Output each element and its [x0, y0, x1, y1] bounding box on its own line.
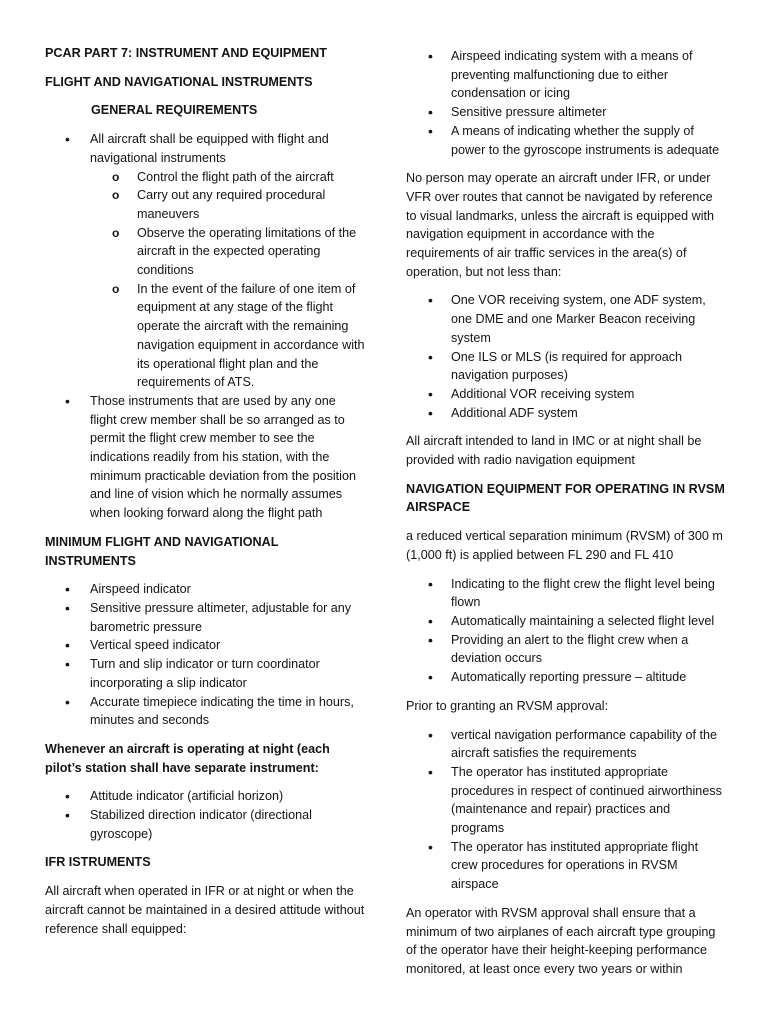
subsection-heading-general: GENERAL REQUIREMENTS	[91, 103, 258, 118]
vfr-paragraph: No person may operate an aircraft under IFR, or under VFR over routes that cannot be navigated by reference to visual landmarks, unless the aircraft is equipped with navigation equipment in accordance with the requirements of air traffic services in the area(s) of operation, but not less than:	[406, 171, 714, 279]
sub-list-item: o Observe the operating limitations of the aircraft in the expected operating conditions	[45, 224, 365, 280]
prior-paragraph: Prior to granting an RVSM approval:	[406, 698, 609, 713]
ifr-paragraph: All aircraft when operated in IFR or at night or when the aircraft cannot be maintained in a desired attitude without reference shall equipped:	[45, 884, 365, 936]
list-item: • One VOR receiving system, one ADF system, one DME and one Marker Beacon receiving system	[406, 291, 726, 347]
navigation-equipment-list	[406, 291, 726, 422]
list-item: • Those instruments that are used by any one flight crew member shall be so arranged as to permit the flight crew member to see the indications readily from his station, with the minimum practicable deviation from the position and line of vision which he normally assumes when looking forward along the flight path	[45, 392, 365, 523]
rvsm-list	[406, 575, 726, 687]
sub-list-item: o Carry out any required procedural maneuvers	[45, 186, 365, 223]
list-item: • All aircraft shall be equipped with flight and navigational instruments o Control the flight path of the aircraft o Carry out any required procedural maneuvers o Observe the operating limitations of the aircraft in the expected operating conditions o In the event of the failure of one item of equipment at any stage of the flight operate the aircraft with the remaining navigation equipment in accordance with its operational flight plan and the requirements of ATS.	[45, 130, 365, 392]
rvsm-approval-list	[406, 726, 726, 894]
list-item: • Airspeed indicator	[45, 580, 365, 599]
general-sub-list	[90, 168, 365, 392]
list-item: • Automatically maintaining a selected flight level	[406, 612, 726, 631]
list-item: • Vertical speed indicator	[45, 636, 365, 655]
document-title: PCAR PART 7: INSTRUMENT AND EQUIPMENT	[45, 46, 327, 60]
minimum-instruments-list	[45, 580, 365, 730]
list-item: • Accurate timepiece indicating the time in hours, minutes and seconds	[45, 693, 365, 730]
list-item: • Stabilized direction indicator (directional gyroscope)	[45, 806, 365, 843]
list-item: • A means of indicating whether the supply of power to the gyroscope instruments is adequate	[406, 122, 726, 159]
list-item: • The operator has instituted appropriate flight crew procedures for operations in RVSM airspace	[406, 838, 726, 894]
general-requirements-list	[45, 130, 365, 523]
list-item: • Sensitive pressure altimeter, adjustable for any barometric pressure	[45, 599, 365, 636]
list-item: • One ILS or MLS (is required for approach navigation purposes)	[406, 348, 726, 385]
section-heading-minimum: MINIMUM FLIGHT AND NAVIGATIONAL INSTRUMENTS	[45, 534, 279, 568]
section-heading-rvsm: NAVIGATION EQUIPMENT FOR OPERATING IN RVSM AIRSPACE	[406, 481, 725, 515]
list-item: • Additional ADF system	[406, 404, 726, 423]
sub-list-item: o Control the flight path of the aircraft	[45, 168, 365, 187]
list-item: • vertical navigation performance capability of the aircraft satisfies the requirements	[406, 726, 726, 763]
list-item: • The operator has instituted appropriate procedures in respect of continued airworthiness (maintenance and repair) practices and programs	[406, 763, 726, 838]
sub-list-item: o In the event of the failure of one item of equipment at any stage of the flight operate the aircraft with the remaining navigation equipment in accordance with its operational flight plan and the requirements of ATS.	[45, 280, 365, 392]
section-heading-ifr: IFR ISTRUMENTS	[45, 855, 151, 870]
left-column	[45, 44, 365, 948]
imc-paragraph: All aircraft intended to land in IMC or at night shall be provided with radio navigation equipment	[406, 434, 702, 468]
list-item: • Sensitive pressure altimeter	[406, 103, 726, 122]
final-paragraph: An operator with RVSM approval shall ensure that a minimum of two airplanes of each aircraft type grouping of the operator have their height-keeping performance monitored, at least once every two years or within	[406, 905, 716, 976]
night-instruments-list	[45, 787, 365, 843]
list-item: • Turn and slip indicator or turn coordinator incorporating a slip indicator	[45, 655, 365, 692]
right-column	[406, 47, 726, 989]
night-heading: Whenever an aircraft is operating at night (each pilot’s station shall have separate instrument:	[45, 741, 330, 775]
list-item: • Airspeed indicating system with a means of preventing malfunctioning due to either condensation or icing	[406, 47, 726, 103]
rvsm-paragraph: a reduced vertical separation minimum (RVSM) of 300 m (1,000 ft) is applied between FL 290 and FL 410	[406, 529, 723, 562]
list-item: • Attitude indicator (artificial horizon)	[45, 787, 365, 806]
list-item: • Providing an alert to the flight crew when a deviation occurs	[406, 631, 726, 668]
section-heading-flight-nav: FLIGHT AND NAVIGATIONAL INSTRUMENTS	[45, 74, 313, 89]
list-item: • Indicating to the flight crew the flight level being flown	[406, 575, 726, 612]
ifr-instruments-list	[406, 47, 726, 159]
list-item: • Automatically reporting pressure – altitude	[406, 668, 726, 687]
list-item: • Additional VOR receiving system	[406, 385, 726, 404]
